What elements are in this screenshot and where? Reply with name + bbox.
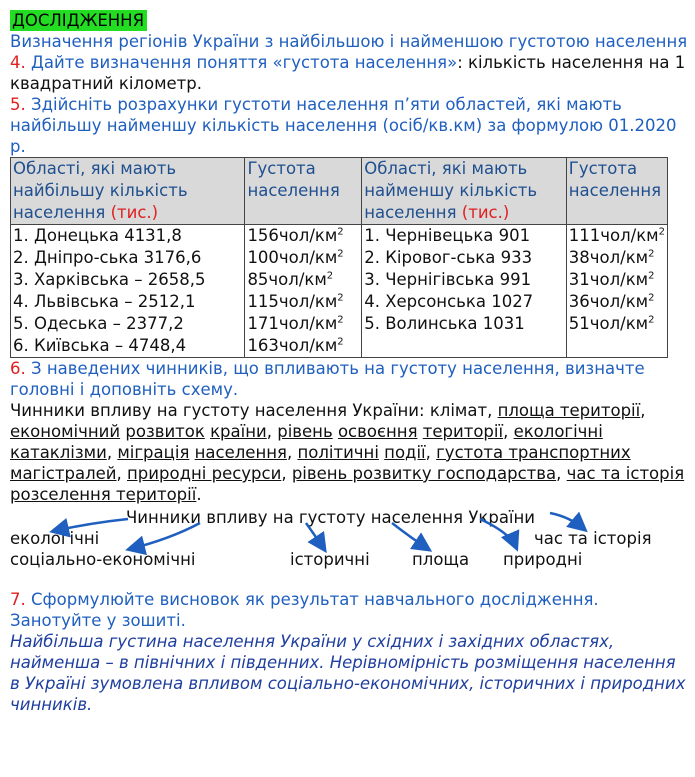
factor-item: природні ресурси xyxy=(127,464,282,483)
list-item: 4. Львівська – 2512,1 xyxy=(13,292,196,311)
factor-item: час та історія розселення території xyxy=(10,464,685,504)
arrow-natural xyxy=(480,519,516,547)
list-item: $85чол/км^2$ xyxy=(247,270,334,289)
factor-item: густота транспортних магістралей xyxy=(10,443,631,483)
arrow-ecological xyxy=(54,519,128,531)
factor-item: розвиток xyxy=(125,422,205,441)
list-item: $156чол/км^2$ xyxy=(247,226,344,245)
smallest-regions-cell xyxy=(362,225,567,358)
factor-item: рівень xyxy=(277,422,333,441)
heading: ДОСЛІДЖЕННЯ xyxy=(10,10,147,31)
arrow-socio-economic xyxy=(130,523,200,549)
list-item: $171чол/км^2$ xyxy=(247,314,344,333)
research-title: Визначення регіонів України з найбільшою і найменшою густотою населення xyxy=(10,32,688,51)
scheme-socio-economic: соціально-економічні xyxy=(10,550,196,569)
factors-intro: Чинники впливу на густоту населення України: клімат, xyxy=(10,401,498,420)
scheme-time-history: час та історія xyxy=(534,529,652,548)
header-density-2: Густота населення xyxy=(566,158,667,225)
factor-item: політичні xyxy=(297,443,379,462)
factor-item: освоєння xyxy=(337,422,418,441)
scheme-area: площа xyxy=(412,550,470,569)
list-item: $100чол/км^2$ xyxy=(247,248,344,267)
arrow-area xyxy=(392,523,428,549)
arrow-historical xyxy=(306,523,324,549)
list-item: 3. Харківська – 2658,5 xyxy=(13,270,206,289)
header-largest-regions: Області, які мають найбільшу кількість населення (тис.) xyxy=(11,158,245,225)
factor-item: екологічні катаклізми xyxy=(10,422,603,462)
list-item: 2. Дніпро-ська 3176,6 xyxy=(13,248,202,267)
factor-item: території xyxy=(422,422,504,441)
task-6 xyxy=(10,358,690,400)
task-7-text: Сформулюйте висновок як результат навчального дослідження. Занотуйте у зошиті. xyxy=(10,590,599,630)
scheme-natural: природні xyxy=(503,550,583,569)
task-4-answer: : кількість населення на 1 квадратний кілометр. xyxy=(10,53,686,93)
list-item: 6. Київська – 4748,4 xyxy=(13,336,187,355)
smallest-density-cell xyxy=(566,225,667,358)
header-smallest-regions: Області, які мають найменшу кількість населення (тис.) xyxy=(362,158,567,225)
task-4-text: Дайте визначення поняття «густота населення» xyxy=(31,53,458,72)
factor-list: площа території, економічний розвиток країни, рівень освоєння території, екологічні катаклізми, міграція населення, політичні події, густота транспортних магістралей, природні ресурси, рівень розвитку господарства, час та історія розселення території. xyxy=(10,401,685,504)
list-item: $36чол/км^2$ xyxy=(568,292,655,311)
largest-density-cell xyxy=(245,225,362,358)
scheme-arrows xyxy=(10,507,670,569)
task-5-text: Здійсніть розрахунки густоти населення п’яти областей, які мають найбільшу найменшу кількість населення (осіб/кв.км) за формулою 01.2020 р. xyxy=(10,95,677,156)
list-item: 1. Чернівецька 901 xyxy=(364,226,531,245)
task-5-number: 5. xyxy=(10,95,26,114)
factors-scheme xyxy=(10,507,690,569)
factor-item: населення xyxy=(194,443,287,462)
heading-line xyxy=(10,10,690,31)
largest-regions-cell xyxy=(11,225,245,358)
list-item: 5. Волинська 1031 xyxy=(364,314,525,333)
list-item: 1. Донецька 4131,8 xyxy=(13,226,182,245)
factor-item: площа території xyxy=(497,401,641,420)
header-density-1: Густота населення xyxy=(245,158,362,225)
scheme-center: Чинники впливу на густоту населення України xyxy=(126,508,536,527)
factor-item: міграція xyxy=(117,443,190,462)
task-7-number: 7. xyxy=(10,590,26,609)
list-item: $163чол/км^2$ xyxy=(247,336,344,355)
task-7 xyxy=(10,589,690,631)
list-item: $51чол/км^2$ xyxy=(568,314,655,333)
factor-item: країни xyxy=(210,422,267,441)
list-item: 3. Чернігівська 991 xyxy=(364,270,532,289)
list-item: 4. Херсонська 1027 xyxy=(364,292,534,311)
factors-paragraph xyxy=(10,400,690,505)
list-item: $115чол/км^2$ xyxy=(247,292,344,311)
list-item: $31чол/км^2$ xyxy=(568,270,655,289)
scheme-ecological: екологічні xyxy=(10,529,100,548)
conclusion: Найбільша густина населення України у східних і західних областях, найменша – в північних і південних. Нерівномірність розміщення населення в Україні зумовлена впливом соціально-економічних, історичних і природних чинників. xyxy=(10,632,686,714)
list-item: $111чол/км^2$ xyxy=(568,226,665,245)
task-6-text: З наведених чинників, що впливають на густоту населення, визначте головні і доповніть схему. xyxy=(10,359,645,399)
density-table xyxy=(10,157,668,358)
scheme-historical: історичні xyxy=(290,550,370,569)
task-4 xyxy=(10,52,690,94)
task-6-number: 6. xyxy=(10,359,26,378)
factor-item: рівень розвитку господарства xyxy=(291,464,557,483)
document xyxy=(10,10,690,715)
list-item: $38чол/км^2$ xyxy=(568,248,655,267)
factor-item: економічний xyxy=(10,422,121,441)
list-item: 2. Кіровог-ська 933 xyxy=(364,248,533,267)
arrow-time-history xyxy=(550,513,584,529)
table-header-row xyxy=(11,158,668,225)
factor-item: події xyxy=(384,443,426,462)
task-4-number: 4. xyxy=(10,53,26,72)
table-row xyxy=(11,225,668,358)
list-item: 5. Одеська – 2377,2 xyxy=(13,314,184,333)
task-5 xyxy=(10,94,690,157)
